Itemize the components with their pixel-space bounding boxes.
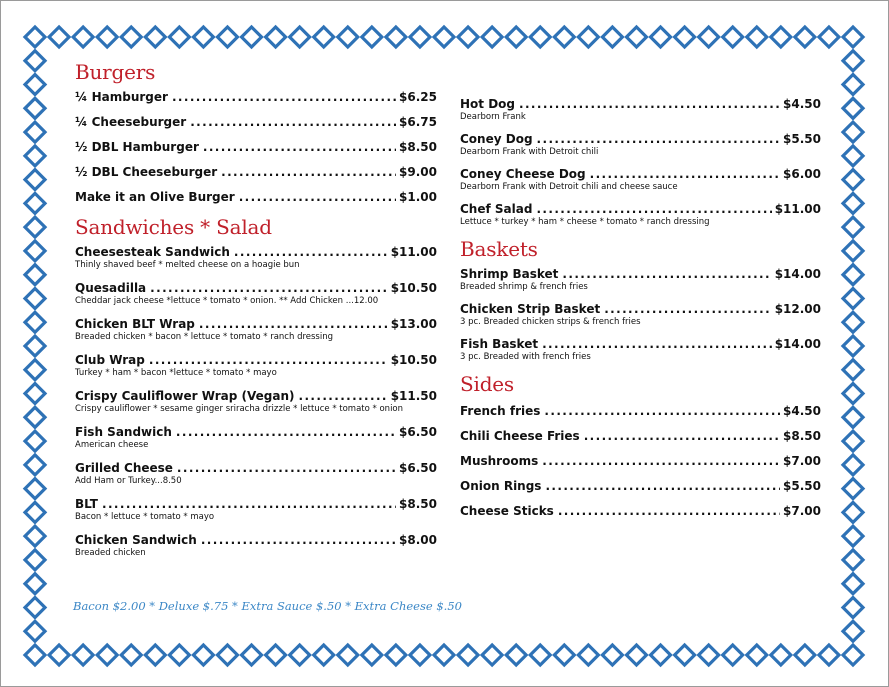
border-diamond xyxy=(25,621,45,641)
border-diamond xyxy=(843,98,863,118)
border-diamond xyxy=(843,574,863,594)
border-diamond xyxy=(25,27,45,47)
border-diamond xyxy=(25,193,45,213)
border-diamond xyxy=(771,27,791,47)
menu-item-description: Lettuce * turkey * ham * cheese * tomato * ranch dressing xyxy=(460,217,710,227)
border-diamond xyxy=(25,241,45,261)
border-diamond xyxy=(675,27,695,47)
menu-item-row xyxy=(75,280,437,296)
border-diamond xyxy=(25,265,45,285)
border-diamond xyxy=(362,645,382,665)
menu-item-description: 3 pc. Breaded chicken strips & french fries xyxy=(460,317,641,327)
menu-item xyxy=(75,316,437,343)
border-diamond xyxy=(25,526,45,546)
menu-item-name: ½ DBL Cheeseburger xyxy=(75,165,218,179)
border-diamond xyxy=(843,502,863,522)
border-diamond xyxy=(506,645,526,665)
border-diamond xyxy=(843,193,863,213)
menu-item-price: $14.00 xyxy=(774,267,821,281)
menu-item-row xyxy=(75,460,437,476)
border-diamond xyxy=(795,27,815,47)
border-diamond xyxy=(217,645,237,665)
border-diamond xyxy=(25,431,45,451)
border-diamond xyxy=(25,170,45,190)
menu-item-price: $6.75 xyxy=(399,115,437,129)
border-diamond xyxy=(314,645,334,665)
menu-item-name: ¼ Cheeseburger xyxy=(75,115,187,129)
menu-item-row xyxy=(460,336,821,352)
menu-item-row xyxy=(75,189,437,205)
border-diamond xyxy=(73,27,93,47)
menu-item xyxy=(460,131,821,158)
menu-item xyxy=(460,428,821,444)
burgers-list xyxy=(75,89,437,205)
menu-item-price: $6.50 xyxy=(399,461,437,475)
border-diamond xyxy=(217,27,237,47)
menu-item-row xyxy=(460,403,821,419)
border-diamond xyxy=(843,597,863,617)
border-diamond xyxy=(578,27,598,47)
border-diamond xyxy=(723,27,743,47)
leader-dots xyxy=(542,336,772,352)
border-diamond xyxy=(169,27,189,47)
right-column xyxy=(460,96,821,528)
menu-item xyxy=(460,166,821,193)
border-diamond xyxy=(482,645,502,665)
border-diamond xyxy=(747,645,767,665)
border-diamond xyxy=(843,51,863,71)
border-diamond xyxy=(25,288,45,308)
hotdogs-list xyxy=(460,96,821,228)
menu-item-price: $11.00 xyxy=(390,245,437,259)
border-diamond xyxy=(25,98,45,118)
menu-item-name: Chili Cheese Fries xyxy=(460,429,580,443)
menu-item xyxy=(75,496,437,523)
border-diamond xyxy=(25,407,45,427)
menu-item-row xyxy=(460,166,821,182)
border-diamond xyxy=(843,265,863,285)
menu-item xyxy=(75,532,437,559)
menu-item xyxy=(75,139,437,155)
border-diamond xyxy=(723,645,743,665)
menu-item-description: Breaded shrimp & french fries xyxy=(460,282,588,292)
menu-item-price: $1.00 xyxy=(399,190,437,204)
menu-item-name: Hot Dog xyxy=(460,97,515,111)
border-diamond xyxy=(266,27,286,47)
border-diamond xyxy=(121,27,141,47)
menu-item-price: $4.50 xyxy=(783,97,821,111)
menu-item-row xyxy=(460,478,821,494)
border-diamond xyxy=(25,502,45,522)
menu-item-price: $7.00 xyxy=(783,504,821,518)
border-diamond xyxy=(25,312,45,332)
menu-item xyxy=(75,388,437,415)
menu-item xyxy=(75,424,437,451)
border-diamond xyxy=(410,27,430,47)
border-diamond xyxy=(602,27,622,47)
menu-item-row xyxy=(75,424,437,440)
menu-item-name: Cheesesteak Sandwich xyxy=(75,245,230,259)
menu-item-price: $9.00 xyxy=(399,165,437,179)
border-diamond xyxy=(843,288,863,308)
menu-item-row xyxy=(460,131,821,147)
border-diamond xyxy=(651,27,671,47)
menu-item-price: $10.50 xyxy=(390,281,437,295)
leader-dots xyxy=(150,280,388,296)
leader-dots xyxy=(149,352,388,368)
menu-item xyxy=(460,96,821,123)
border-diamond xyxy=(49,645,69,665)
menu-item-name: BLT xyxy=(75,497,98,511)
border-diamond xyxy=(506,27,526,47)
border-diamond xyxy=(25,384,45,404)
menu-item-row xyxy=(75,496,437,512)
menu-item-row xyxy=(75,316,437,332)
menu-item-name: Make it an Olive Burger xyxy=(75,190,235,204)
menu-item-row xyxy=(460,301,821,317)
border-diamond xyxy=(97,645,117,665)
border-diamond xyxy=(530,645,550,665)
border-diamond xyxy=(843,384,863,404)
leader-dots xyxy=(239,189,396,205)
leader-dots xyxy=(558,503,780,519)
menu-item-name: Fish Basket xyxy=(460,337,539,351)
menu-item-name: Shrimp Basket xyxy=(460,267,559,281)
leader-dots xyxy=(590,166,780,182)
menu-item-row xyxy=(75,139,437,155)
menu-item-row xyxy=(75,532,437,548)
menu-item-name: Club Wrap xyxy=(75,353,145,367)
border-diamond xyxy=(25,122,45,142)
border-diamond xyxy=(843,217,863,237)
menu-item xyxy=(75,352,437,379)
menu-item xyxy=(460,503,821,519)
menu-item-row xyxy=(460,503,821,519)
border-diamond xyxy=(169,645,189,665)
border-diamond xyxy=(242,27,262,47)
leader-dots xyxy=(199,316,388,332)
menu-item-name: Chicken Sandwich xyxy=(75,533,197,547)
menu-item-name: Chicken BLT Wrap xyxy=(75,317,195,331)
border-diamond xyxy=(410,645,430,665)
menu-item-name: Chef Salad xyxy=(460,202,533,216)
border-diamond xyxy=(25,336,45,356)
menu-item-name: Fish Sandwich xyxy=(75,425,172,439)
border-diamond xyxy=(843,526,863,546)
menu-item-row xyxy=(460,453,821,469)
section-title-sides: Sides xyxy=(460,372,515,396)
border-diamond xyxy=(819,645,839,665)
leader-dots xyxy=(537,131,781,147)
border-diamond xyxy=(25,75,45,95)
menu-item xyxy=(460,201,821,228)
menu-item-name: Onion Rings xyxy=(460,479,542,493)
border-diamond xyxy=(145,645,165,665)
menu-item-name: Mushrooms xyxy=(460,454,539,468)
border-diamond xyxy=(193,27,213,47)
leader-dots xyxy=(544,403,780,419)
border-diamond xyxy=(843,241,863,261)
leader-dots xyxy=(176,424,396,440)
border-diamond xyxy=(651,645,671,665)
leader-dots xyxy=(536,201,771,217)
menu-item-price: $11.00 xyxy=(774,202,821,216)
border-diamond xyxy=(843,431,863,451)
menu-item-name: ½ DBL Hamburger xyxy=(75,140,199,154)
menu-item-price: $13.00 xyxy=(390,317,437,331)
border-diamond xyxy=(843,479,863,499)
border-diamond xyxy=(290,645,310,665)
left-column xyxy=(75,59,437,568)
menu-item xyxy=(75,89,437,105)
menu-item-price: $8.50 xyxy=(783,429,821,443)
leader-dots xyxy=(102,496,396,512)
menu-item-price: $7.00 xyxy=(783,454,821,468)
menu-item xyxy=(460,336,821,363)
menu-item-row xyxy=(75,89,437,105)
border-diamond xyxy=(386,27,406,47)
border-diamond xyxy=(699,27,719,47)
menu-item-description: Add Ham or Turkey...8.50 xyxy=(75,476,182,486)
leader-dots xyxy=(234,244,388,260)
menu-item-name: French fries xyxy=(460,404,541,418)
menu-item-name: Quesadilla xyxy=(75,281,147,295)
border-diamond xyxy=(314,27,334,47)
border-diamond xyxy=(843,122,863,142)
border-diamond xyxy=(843,170,863,190)
menu-item-price: $6.50 xyxy=(399,425,437,439)
border-diamond xyxy=(843,407,863,427)
border-diamond xyxy=(434,27,454,47)
border-diamond xyxy=(771,645,791,665)
border-diamond xyxy=(530,27,550,47)
menu-item-row xyxy=(75,244,437,260)
menu-item xyxy=(75,244,437,271)
menu-item-description: American cheese xyxy=(75,440,149,450)
border-diamond xyxy=(554,645,574,665)
menu-item xyxy=(75,280,437,307)
border-diamond xyxy=(819,27,839,47)
border-diamond xyxy=(843,27,863,47)
border-diamond xyxy=(25,455,45,475)
menu-item-description: 3 pc. Breaded with french fries xyxy=(460,352,591,362)
baskets-list xyxy=(460,266,821,363)
menu-item-price: $12.00 xyxy=(774,302,821,316)
border-diamond xyxy=(73,645,93,665)
border-diamond xyxy=(843,455,863,475)
leader-dots xyxy=(177,460,396,476)
menu-item-description: Thinly shaved beef * melted cheese on a hoagie bun xyxy=(75,260,300,270)
border-diamond xyxy=(795,645,815,665)
menu-item-price: $4.50 xyxy=(783,404,821,418)
border-diamond xyxy=(25,360,45,380)
addons-note: Bacon $2.00 * Deluxe $.75 * Extra Sauce $.50 * Extra Cheese $.50 xyxy=(73,599,462,613)
border-diamond xyxy=(121,645,141,665)
border-diamond xyxy=(843,75,863,95)
menu-item-name: Crispy Cauliflower Wrap (Vegan) xyxy=(75,389,295,403)
leader-dots xyxy=(190,114,396,130)
border-diamond xyxy=(843,621,863,641)
border-diamond xyxy=(458,27,478,47)
menu-item xyxy=(460,403,821,419)
border-diamond xyxy=(626,645,646,665)
menu-item xyxy=(75,189,437,205)
menu-item-price: $8.50 xyxy=(399,497,437,511)
menu-item-name: Coney Cheese Dog xyxy=(460,167,586,181)
menu-item-row xyxy=(460,266,821,282)
border-diamond xyxy=(747,27,767,47)
leader-dots xyxy=(562,266,771,282)
leader-dots xyxy=(172,89,396,105)
border-diamond xyxy=(458,645,478,665)
border-diamond xyxy=(843,360,863,380)
border-diamond xyxy=(25,146,45,166)
border-diamond xyxy=(25,217,45,237)
menu-item-price: $5.50 xyxy=(783,479,821,493)
border-diamond xyxy=(626,27,646,47)
leader-dots xyxy=(542,453,780,469)
menu-item-price: $14.00 xyxy=(774,337,821,351)
menu-item-price: $5.50 xyxy=(783,132,821,146)
menu-item-row xyxy=(75,388,437,404)
leader-dots xyxy=(519,96,780,112)
border-diamond xyxy=(25,645,45,665)
border-diamond xyxy=(242,645,262,665)
border-diamond xyxy=(25,597,45,617)
sandwiches-list xyxy=(75,244,437,559)
menu-item xyxy=(75,460,437,487)
border-diamond xyxy=(602,645,622,665)
menu-item-description: Breaded chicken xyxy=(75,548,146,558)
border-diamond xyxy=(338,645,358,665)
menu-item-description: Turkey * ham * bacon *lettuce * tomato * mayo xyxy=(75,368,277,378)
leader-dots xyxy=(221,164,396,180)
border-diamond xyxy=(843,336,863,356)
menu-item-price: $11.50 xyxy=(390,389,437,403)
border-diamond xyxy=(434,645,454,665)
menu-item-row xyxy=(75,114,437,130)
menu-item-name: Coney Dog xyxy=(460,132,533,146)
menu-item-description: Cheddar jack cheese *lettuce * tomato * onion. ** Add Chicken ...12.00 xyxy=(75,296,379,306)
section-title-sandwiches-salad: Sandwiches * Salad xyxy=(75,215,272,239)
menu-item-name: Cheese Sticks xyxy=(460,504,554,518)
menu-item-description: Bacon * lettuce * tomato * mayo xyxy=(75,512,215,522)
border-diamond xyxy=(290,27,310,47)
border-diamond xyxy=(193,645,213,665)
border-diamond xyxy=(843,312,863,332)
border-diamond xyxy=(25,479,45,499)
leader-dots xyxy=(584,428,780,444)
leader-dots xyxy=(201,532,396,548)
leader-dots xyxy=(604,301,771,317)
menu-item xyxy=(460,266,821,293)
border-diamond xyxy=(266,645,286,665)
border-diamond xyxy=(843,645,863,665)
border-diamond xyxy=(25,550,45,570)
menu-item xyxy=(75,164,437,180)
border-diamond xyxy=(482,27,502,47)
menu-item xyxy=(460,301,821,328)
leader-dots xyxy=(298,388,387,404)
leader-dots xyxy=(545,478,780,494)
menu-item xyxy=(460,453,821,469)
menu-item-description: Breaded chicken * bacon * lettuce * tomato * ranch dressing xyxy=(75,332,334,342)
border-diamond xyxy=(25,574,45,594)
menu-item-row xyxy=(460,201,821,217)
border-diamond xyxy=(699,645,719,665)
menu-item-price: $6.25 xyxy=(399,90,437,104)
section-title-baskets: Baskets xyxy=(460,237,538,261)
menu-item-description: Crispy cauliflower * sesame ginger sriracha drizzle * lettuce * tomato * onion xyxy=(75,404,404,414)
border-diamond xyxy=(49,27,69,47)
menu-item xyxy=(460,478,821,494)
menu-item-description: Dearborn Frank with Detroit chili xyxy=(460,147,599,157)
menu-item-price: $8.00 xyxy=(399,533,437,547)
border-diamond xyxy=(386,645,406,665)
menu-item-name: Grilled Cheese xyxy=(75,461,173,475)
menu-item xyxy=(75,114,437,130)
border-diamond xyxy=(675,645,695,665)
border-diamond xyxy=(843,550,863,570)
menu-item-row xyxy=(75,352,437,368)
menu-item-description: Dearborn Frank xyxy=(460,112,526,122)
border-diamond xyxy=(554,27,574,47)
menu-item-description: Dearborn Frank with Detroit chili and cheese sauce xyxy=(460,182,678,192)
border-diamond xyxy=(25,51,45,71)
border-diamond xyxy=(843,146,863,166)
border-diamond xyxy=(578,645,598,665)
border-diamond xyxy=(145,27,165,47)
border-diamond xyxy=(362,27,382,47)
menu-item-row xyxy=(75,164,437,180)
border-diamond xyxy=(97,27,117,47)
menu-item-price: $8.50 xyxy=(399,140,437,154)
menu-item-name: Chicken Strip Basket xyxy=(460,302,601,316)
menu-item-name: ¼ Hamburger xyxy=(75,90,168,104)
menu-item-price: $6.00 xyxy=(783,167,821,181)
sides-list xyxy=(460,403,821,519)
menu-item-row xyxy=(460,96,821,112)
menu-item-row xyxy=(460,428,821,444)
leader-dots xyxy=(203,139,396,155)
border-diamond xyxy=(338,27,358,47)
menu-item-price: $10.50 xyxy=(390,353,437,367)
section-title-burgers: Burgers xyxy=(75,60,156,84)
